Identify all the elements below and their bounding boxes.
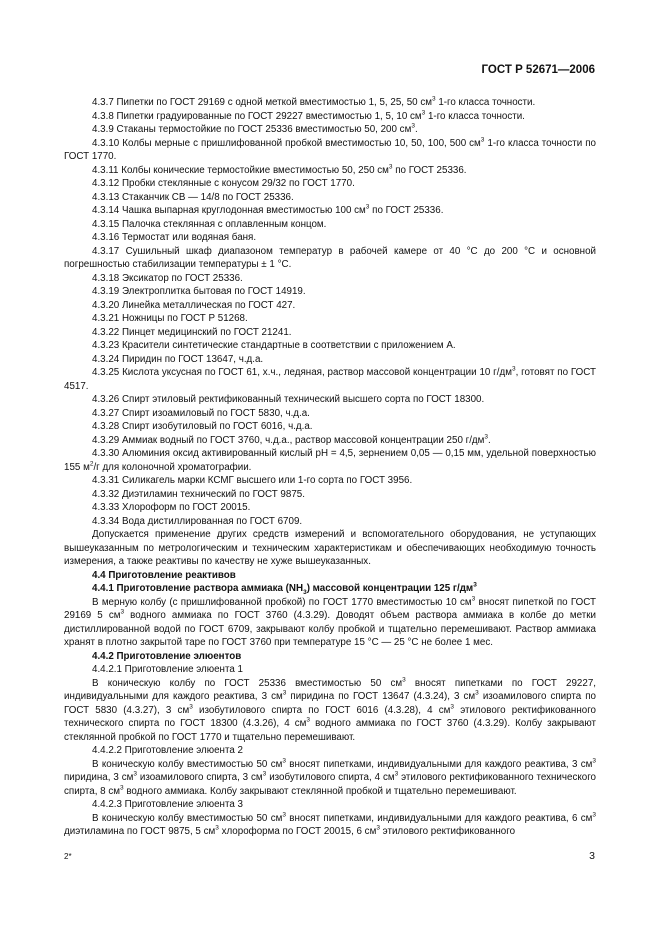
paragraph-4-3-18: 4.3.18 Эксикатор по ГОСТ 25336. [92, 272, 243, 284]
section-heading-4-4-2: 4.4.2 Приготовление элюентов [92, 650, 242, 662]
paragraph-4-3-19: 4.3.19 Электроплитка бытовая по ГОСТ 14919. [92, 286, 306, 297]
paragraph-4-3-16: 4.3.16 Термостат или водяная баня. [92, 232, 257, 243]
paragraph-4-3-14: 4.3.14 Чашка выпарная круглодонная вместимостью 100 $см^3$ по ГОСТ 25336. [92, 203, 444, 216]
paragraph-4-3-23: 4.3.23 Красители синтетические стандартные в соответствии с приложением А. [92, 340, 456, 351]
paragraph-4-3-32: 4.3.32 Диэтиламин технический по ГОСТ 9875. [92, 488, 305, 500]
paragraph-4-3-34: 4.3.34 Вода дистиллированная по ГОСТ 6709. [92, 515, 303, 527]
paragraph-4-3-28: 4.3.28 Спирт изобутиловый по ГОСТ 6016, ч.д.а. [92, 421, 313, 432]
paragraph-eluent-2: В коническую колбу вместимостью 50 $см^3$ вносят пипетками, индивидуальными для каждого реактива, 3 $см^3$ пиридина, 3 $см^3$ изоамилового спирта, 3 $см^3$ изобутилового спирта, 4 $см^3$ этилового ректификованного технического спирта, 8 $см^3$ водного аммиака. Колбу закрывают стеклянной пробкой и тщательно перемешивают. [64, 757, 597, 797]
paragraph-4-3-12: 4.3.12 Пробки стеклянные с конусом 29/32 по ГОСТ 1770. [92, 178, 355, 189]
paragraph-4-3-24: 4.3.24 Пиридин по ГОСТ 13647, ч.д.а. [92, 353, 264, 365]
subheading-4-4-2-3: 4.4.2.3 Приготовление элюента 3 [92, 799, 243, 810]
footer-mark: 2* [64, 852, 72, 861]
paragraph-eluent-3: В коническую колбу вместимостью 50 $см^3$ вносят пипетками, индивидуальными для каждого реактива, 6 $см^3$ диэтиламина по ГОСТ 9875, 5 $см^3$ хлороформа по ГОСТ 20015, 6 $см^3$ этилового ректификованного [64, 811, 597, 837]
section-heading-4-4-1: 4.4.1 Приготовление раствора аммиака $(NH_3)$ массовой концентрации 125 $г/дм^3$ [92, 581, 477, 596]
subheading-4-4-2-2: 4.4.2.2 Приготовление элюента 2 [92, 745, 243, 756]
paragraph-4-3-21: 4.3.21 Ножницы по ГОСТ Р 51268. [92, 313, 248, 324]
paragraph-4-3-8: 4.3.8 Пипетки градуированные по ГОСТ 29227 вместимостью 1, 5, 10 $см^3$ 1-го класса точности. [92, 109, 525, 122]
paragraph-4-3-11: 4.3.11 Колбы конические термостойкие вместимостью 50, 250 $см^3$ по ГОСТ 25336. [92, 163, 467, 176]
paragraph-ammonia-prep: В мерную колбу (с пришлифованной пробкой) по ГОСТ 1770 вместимостью 10 $см^3$ вносят пипеткой по ГОСТ 29169 5 $см^3$ водного аммиака по ГОСТ 3760 (4.3.29). Доводят объем раствора аммиака в колбе до метки дистиллированной водой по ГОСТ 6709, закрывают колбу пробкой и тщательно перемешивают. Раствор аммиака хранят в плотно закрытой таре по ГОСТ 3760 при температуре 15 °С — 25 °С не более 1 мес. [64, 595, 596, 648]
paragraph-4-3-29: 4.3.29 Аммиак водный по ГОСТ 3760, ч.д.а., раствор массовой концентрации 250 $г/дм^3$. [92, 433, 491, 446]
document-code: ГОСТ Р 52671—2006 [481, 64, 595, 76]
paragraph-4-3-20: 4.3.20 Линейка металлическая по ГОСТ 427. [92, 299, 296, 311]
paragraph-eluent-1: В коническую колбу по ГОСТ 25336 вместимостью 50 $см^3$ вносят пипетками по ГОСТ 29227, индивидуальными для каждого реактива, 3 $см^3$ пиридина по ГОСТ 13647 (4.3.24), 3 $см^3$ изоамилового спирта по ГОСТ 5830 (4.3.27), 3 $см^3$ изобутилового спирта по ГОСТ 6016 (4.3.28), 4 $см^3$ этилового ректификованного технического спирта по ГОСТ 18300 (4.3.26), 4 $см^3$ водного аммиака по ГОСТ 3760 (4.3.29). Колбу закрывают стеклянной пробкой по ГОСТ 1770 и тщательно перемешивают. [64, 676, 597, 743]
paragraph-4-3-17: 4.3.17 Сушильный шкаф диапазоном температур в рабочей камере от 40 °С до 200 °С и основной погрешностью стабилизации температуры ± 1 °С. [64, 245, 596, 270]
paragraph-4-3-26: 4.3.26 Спирт этиловый ректификованный технический высшего сорта по ГОСТ 18300. [92, 394, 485, 405]
paragraph-4-3-7: 4.3.7 Пипетки по ГОСТ 29169 с одной меткой вместимостью 1, 5, 25, 50 $см^3$ 1-го класса точности. [92, 95, 536, 108]
paragraph-4-3-33: 4.3.33 Хлороформ по ГОСТ 20015. [92, 502, 251, 513]
paragraph-4-3-9: 4.3.9 Стаканы термостойкие по ГОСТ 25336 вместимостью 50, 200 $см^3$. [92, 122, 418, 135]
paragraph-note: Допускается применение других средств измерений и вспомогательного оборудования, не уступающих вышеуказанным по метрологическим и техническим характеристикам и обеспечивающих необходимую точность измерения, а также реактивы по качеству не хуже вышеуказанных. [64, 529, 596, 567]
paragraph-4-3-15: 4.3.15 Палочка стеклянная с оплавленным концом. [92, 218, 327, 230]
paragraph-4-3-22: 4.3.22 Пинцет медицинский по ГОСТ 21241. [92, 326, 292, 338]
paragraph-4-3-27: 4.3.27 Спирт изоамиловый по ГОСТ 5830, ч.д.а. [92, 407, 310, 419]
paragraph-4-3-10: 4.3.10 Колбы мерные с пришлифованной пробкой вместимостью 10, 50, 100, 500 $см^3$ 1-го класса точности по ГОСТ 1770. [64, 136, 596, 162]
paragraph-4-3-30: 4.3.30 Алюминия оксид активированный кислый рН = 4,5, зернением 0,05 — 0,15 мм, удельной поверхностью 155 $м^2/г$ для колоночной хроматографии. [64, 448, 596, 473]
document-body [64, 96, 596, 839]
paragraph-4-3-25: 4.3.25 Кислота уксусная по ГОСТ 61, х.ч., ледяная, раствор массовой концентрации 10 $г/дм^3$, готовят по ГОСТ 4517. [64, 365, 596, 392]
page-number: 3 [589, 850, 595, 862]
subheading-4-4-2-1: 4.4.2.1 Приготовление элюента 1 [92, 664, 243, 675]
paragraph-4-3-13: 4.3.13 Стаканчик СВ — 14/8 по ГОСТ 25336. [92, 191, 294, 203]
paragraph-4-3-31: 4.3.31 Силикагель марки КСМГ высшего или 1-го сорта по ГОСТ 3956. [92, 475, 413, 486]
section-heading-4-4: 4.4 Приготовление реактивов [92, 569, 236, 581]
